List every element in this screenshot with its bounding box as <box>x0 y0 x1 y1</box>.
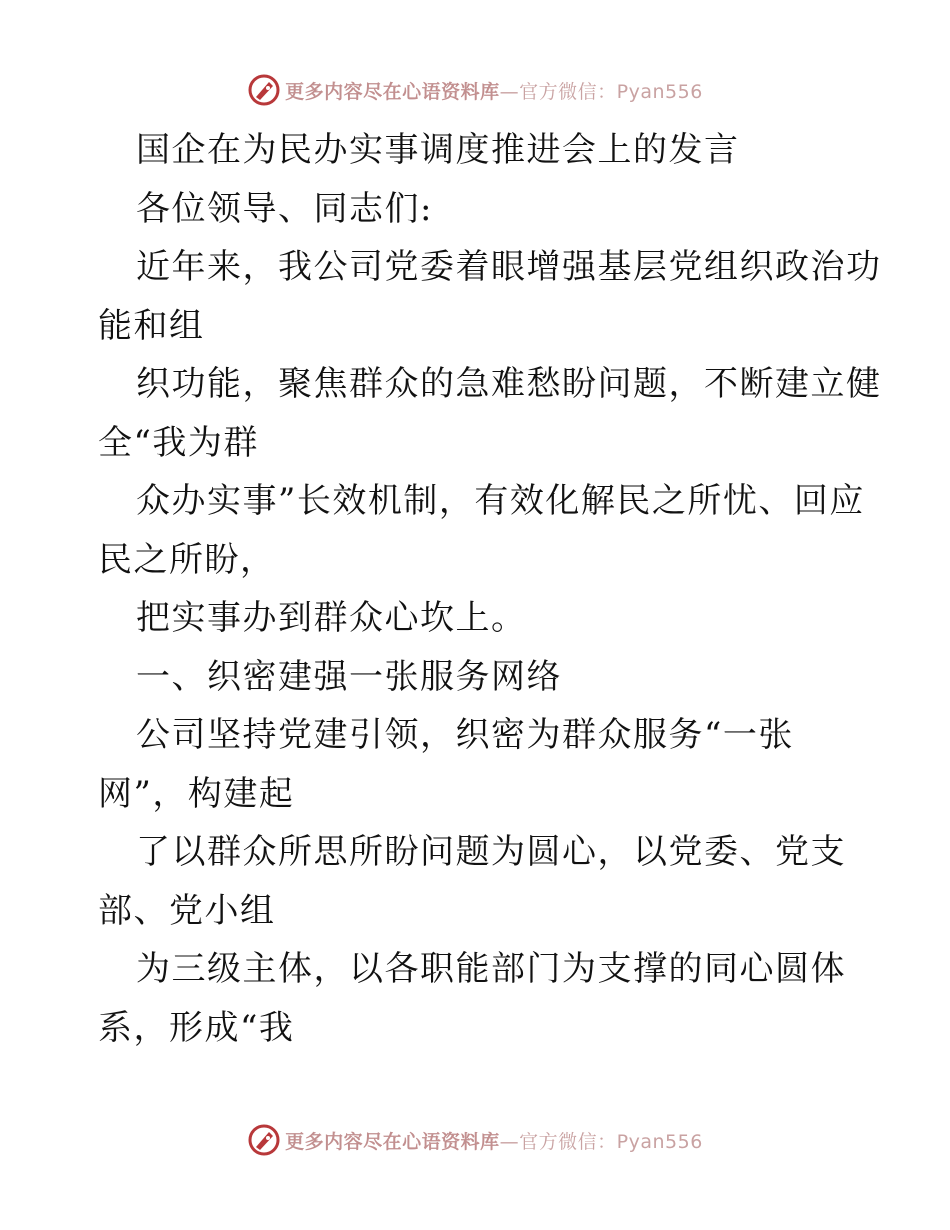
salutation: 各位领导、同志们: <box>136 188 433 229</box>
paragraph-line: 众办实事”长效机制，有效化解民之所忧、回应 <box>136 481 865 521</box>
footer-banner-wechat: 官方微信：Pyan556 <box>519 1130 703 1153</box>
paragraph-line: 民之所盼， <box>98 539 276 580</box>
paragraph-line: 近年来，我公司党委着眼增强基层党组织政治功 <box>136 247 882 287</box>
paragraph-line: 全“我为群 <box>98 422 259 463</box>
paragraph-line: 把实事办到群众心坎上。 <box>136 598 527 638</box>
paragraph-line: 织功能，聚焦群众的急难愁盼问题，不断建立健 <box>136 364 882 404</box>
pen-nib-logo-icon <box>247 1123 281 1157</box>
paragraph-line: 能和组 <box>98 305 205 346</box>
footer-banner <box>0 1120 950 1160</box>
footer-banner-text <box>285 1127 703 1154</box>
document-title: 国企在为民办实事调度推进会上的发言 <box>136 130 740 170</box>
header-banner-wechat: 官方微信：Pyan556 <box>519 80 703 103</box>
paragraph-line: 为三级主体，以各职能部门为支撑的同心圆体 <box>136 949 846 989</box>
paragraph-line: 系，形成“我 <box>98 1007 295 1048</box>
footer-banner-dash: — <box>499 1130 520 1153</box>
pen-nib-logo-icon <box>247 73 281 107</box>
paragraph-line: 部、党小组 <box>98 890 276 931</box>
header-banner-text <box>285 77 703 104</box>
header-banner-main: 更多内容尽在心语资料库 <box>285 80 500 103</box>
header-banner <box>0 70 950 110</box>
paragraph-line: 网”，构建起 <box>98 773 295 814</box>
document-body <box>98 121 882 1057</box>
paragraph-line: 了以群众所思所盼问题为圆心，以党委、党支 <box>136 832 846 872</box>
footer-banner-main: 更多内容尽在心语资料库 <box>285 1130 500 1153</box>
paragraph-line: 公司坚持党建引领，织密为群众服务“一张 <box>136 715 794 755</box>
header-banner-dash: — <box>499 80 520 103</box>
section-heading: 一、织密建强一张服务网络 <box>136 656 562 697</box>
